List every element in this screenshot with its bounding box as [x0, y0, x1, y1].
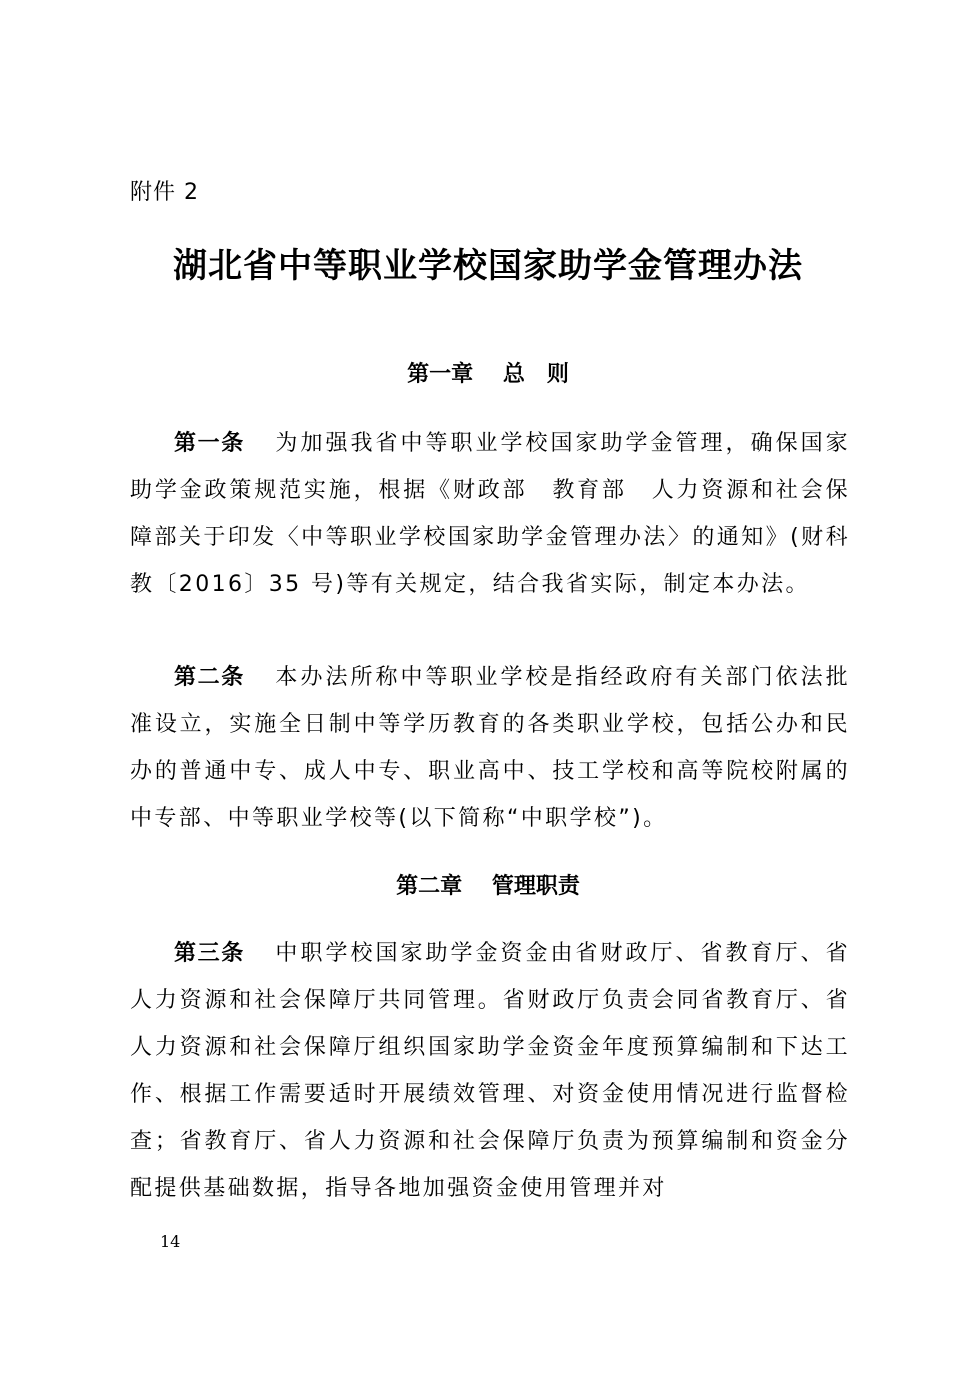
article-1-label: 第一条: [174, 431, 245, 456]
page-number: 14: [160, 1232, 181, 1251]
article-2-text: 本办法所称中等职业学校是指经政府有关部门依法批准设立，实施全日制中等学历教育的各类职业学校，包括公办和民办的普通中专、成人中专、职业高中、技工学校和高等院校附属的中专部、中等职业学校等(以下简称“中职学校”)。: [130, 665, 850, 831]
article-3-label: 第三条: [174, 941, 245, 966]
chapter-heading-2: 第二章 管理职责: [396, 874, 580, 899]
document-title: 湖北省中等职业学校国家助学金管理办法: [173, 246, 803, 286]
article-3-text: 中职学校国家助学金资金由省财政厅、省教育厅、省人力资源和社会保障厅共同管理。省财政厅负责会同省教育厅、省人力资源和社会保障厅组织国家助学金资金年度预算编制和下达工作、根据工作需要适时开展绩效管理、对资金使用情况进行监督检查；省教育厅、省人力资源和社会保障厅负责为预算编制和资金分配提供基础数据，指导各地加强资金使用管理并对: [130, 941, 850, 1201]
article-1-text: 为加强我省中等职业学校国家助学金管理，确保国家助学金政策规范实施，根据《财政部 教育部 人力资源和社会保障部关于印发〈中等职业学校国家助学金管理办法〉的通知》(财科教〔2016〕35 号)等有关规定，结合我省实际，制定本办法。: [130, 431, 850, 597]
article-2-label: 第二条: [174, 665, 245, 690]
article-1: [130, 420, 850, 608]
attachment-label: 附件 2: [130, 180, 199, 205]
article-2: [130, 654, 850, 842]
chapter-heading-1: 第一章 总 则: [407, 362, 569, 387]
article-3: [130, 930, 850, 1212]
